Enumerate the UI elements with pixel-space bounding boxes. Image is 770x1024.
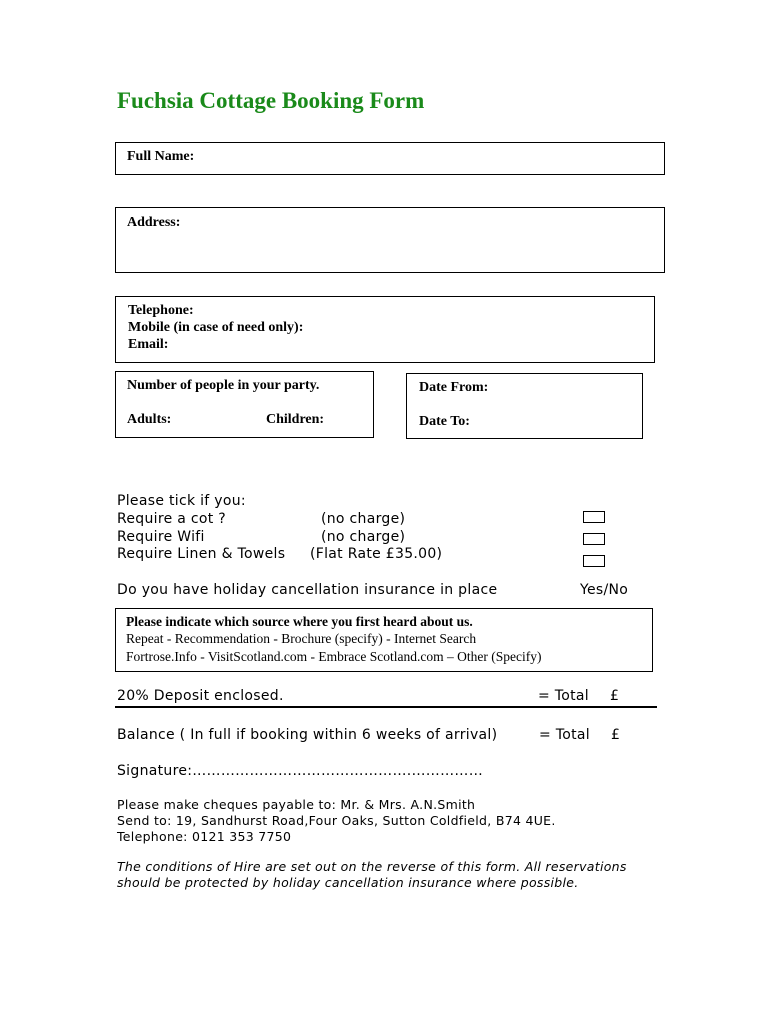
extra-linen-label: Require Linen & Towels bbox=[117, 546, 286, 562]
date-from-label: Date From: bbox=[419, 380, 489, 395]
extra-linen-note: (Flat Rate £35.00) bbox=[310, 546, 443, 562]
address-label: Address: bbox=[127, 215, 181, 230]
telephone-label: Telephone: bbox=[128, 303, 194, 318]
insurance-answer[interactable]: Yes/No bbox=[580, 582, 629, 598]
contact-field[interactable] bbox=[115, 296, 655, 363]
mobile-label: Mobile (in case of need only): bbox=[128, 320, 304, 335]
deposit-label: 20% Deposit enclosed. bbox=[117, 688, 284, 704]
party-field[interactable] bbox=[115, 371, 374, 438]
full-name-field[interactable] bbox=[115, 142, 665, 175]
address-field[interactable] bbox=[115, 207, 665, 273]
children-label: Children: bbox=[266, 412, 325, 427]
balance-label: Balance ( In full if booking within 6 weeks of arrival) bbox=[117, 727, 498, 743]
deposit-currency: £ bbox=[610, 688, 620, 704]
source-options-line1: Repeat - Recommendation - Brochure (specify) - Internet Search bbox=[126, 631, 477, 646]
contact-telephone: Telephone: 0121 353 7750 bbox=[117, 829, 292, 844]
full-name-label: Full Name: bbox=[127, 149, 195, 164]
deposit-total-label: = Total bbox=[538, 688, 589, 704]
deposit-divider bbox=[115, 706, 657, 708]
conditions-line-2: should be protected by holiday cancellation insurance where possible. bbox=[117, 875, 579, 890]
linen-checkbox[interactable] bbox=[583, 555, 605, 567]
source-field[interactable] bbox=[115, 608, 653, 672]
extra-cot-note: (no charge) bbox=[321, 511, 406, 527]
signature-line[interactable]: Signature:……………………………………….…………… bbox=[117, 763, 484, 779]
extras-heading: Please tick if you: bbox=[117, 493, 246, 509]
page-title: Fuchsia Cottage Booking Form bbox=[117, 88, 425, 113]
email-label: Email: bbox=[128, 337, 169, 352]
extra-cot-label: Require a cot ? bbox=[117, 511, 227, 527]
wifi-checkbox[interactable] bbox=[583, 533, 605, 545]
adults-label: Adults: bbox=[127, 412, 172, 427]
insurance-question: Do you have holiday cancellation insurance in place bbox=[117, 582, 498, 598]
source-options-line2: Fortrose.Info - VisitScotland.com - Embrace Scotland.com – Other (Specify) bbox=[126, 649, 542, 664]
send-to-address: Send to: 19, Sandhurst Road,Four Oaks, Sutton Coldfield, B74 4UE. bbox=[117, 813, 556, 828]
cheques-payable: Please make cheques payable to: Mr. & Mrs. A.N.Smith bbox=[117, 797, 476, 812]
party-label: Number of people in your party. bbox=[127, 378, 320, 393]
extra-wifi-note: (no charge) bbox=[321, 529, 406, 545]
extra-wifi-label: Require Wifi bbox=[117, 529, 205, 545]
cot-checkbox[interactable] bbox=[583, 511, 605, 523]
balance-total-label: = Total bbox=[539, 727, 590, 743]
conditions-line-1: The conditions of Hire are set out on the reverse of this form. All reservations bbox=[117, 859, 627, 874]
balance-currency: £ bbox=[611, 727, 621, 743]
date-to-label: Date To: bbox=[419, 414, 470, 429]
source-heading: Please indicate which source where you first heard about us. bbox=[126, 614, 473, 629]
dates-field[interactable] bbox=[406, 373, 643, 439]
